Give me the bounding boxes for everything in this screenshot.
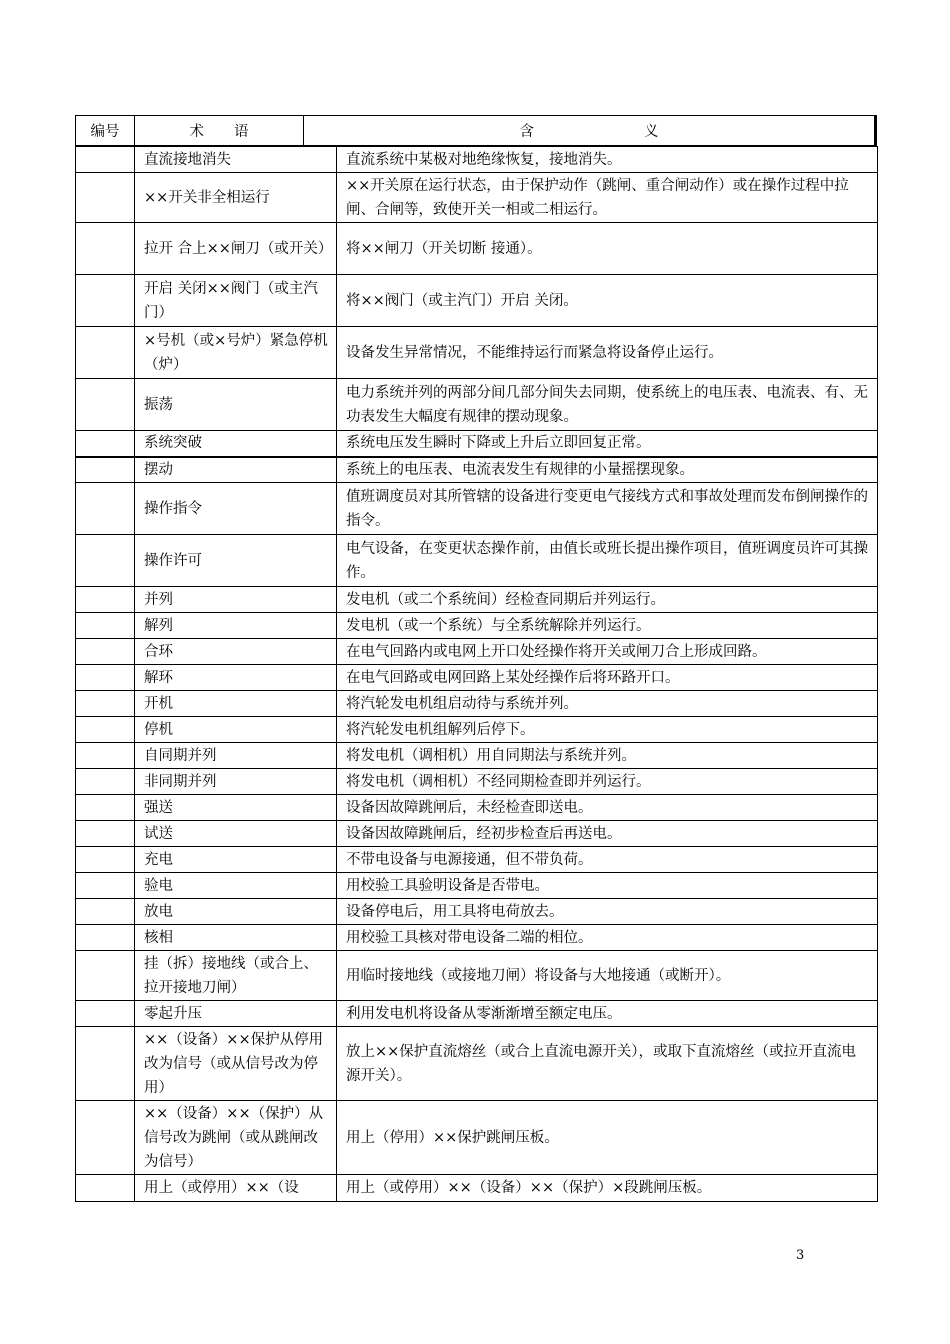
cell-term: ××（设备）××保护从停用改为信号（或从信号改为停用） <box>135 1027 337 1101</box>
cell-meaning: 在电气回路或电网回路上某处经操作后将环路开口。 <box>337 665 878 691</box>
cell-number <box>76 535 135 587</box>
cell-term: 非同期并列 <box>135 769 337 795</box>
cell-number <box>76 873 135 899</box>
cell-meaning: 电力系统并列的两部分间几部分间失去同期，使系统上的电压表、电流表、有、无功表发生大幅度有规律的摆动现象。 <box>337 379 878 431</box>
cell-term: 挂（拆）接地线（或合上、拉开接地刀闸） <box>135 951 337 1001</box>
table-row <box>76 1175 878 1202</box>
table-row <box>76 327 878 379</box>
cell-term: 解环 <box>135 665 337 691</box>
table-row <box>76 457 878 483</box>
table-row <box>76 379 878 431</box>
header-meaning: 含 义 <box>304 116 876 146</box>
cell-number <box>76 717 135 743</box>
cell-number <box>76 173 135 223</box>
table-row <box>76 899 878 925</box>
cell-term: 开机 <box>135 691 337 717</box>
cell-meaning: 直流系统中某极对地绝缘恢复，接地消失。 <box>337 147 878 173</box>
table-row <box>76 535 878 587</box>
cell-number <box>76 147 135 173</box>
cell-number <box>76 1175 135 1202</box>
table-row <box>76 821 878 847</box>
table-row <box>76 925 878 951</box>
cell-number <box>76 743 135 769</box>
cell-meaning: 系统上的电压表、电流表发生有规律的小量摇摆现象。 <box>337 457 878 483</box>
cell-meaning: 将汽轮发电机组解列后停下。 <box>337 717 878 743</box>
terms-table-body <box>76 147 878 1202</box>
table-row <box>76 847 878 873</box>
cell-meaning: 发电机（或二个系统间）经检查同期后并列运行。 <box>337 587 878 613</box>
cell-meaning: 设备停电后，用工具将电荷放去。 <box>337 899 878 925</box>
cell-meaning: 系统电压发生瞬时下降或上升后立即回复正常。 <box>337 431 878 457</box>
cell-meaning: 在电气回路内或电网上开口处经操作将开关或闸刀合上形成回路。 <box>337 639 878 665</box>
cell-term: ×号机（或×号炉）紧急停机（炉） <box>135 327 337 379</box>
cell-term: 零起升压 <box>135 1001 337 1027</box>
terms-table <box>75 146 878 1202</box>
cell-term: 系统突破 <box>135 431 337 457</box>
cell-term: 核相 <box>135 925 337 951</box>
cell-number <box>76 1001 135 1027</box>
page-number: 3 <box>796 1248 805 1263</box>
cell-number <box>76 795 135 821</box>
table-row <box>76 691 878 717</box>
cell-meaning: 将××闸刀（开关切断 接通）。 <box>337 223 878 275</box>
cell-term: 直流接地消失 <box>135 147 337 173</box>
cell-term: 摆动 <box>135 457 337 483</box>
cell-term: 振荡 <box>135 379 337 431</box>
cell-term: 试送 <box>135 821 337 847</box>
table-row <box>76 223 878 275</box>
cell-number <box>76 275 135 327</box>
table-row <box>76 717 878 743</box>
cell-term: 充电 <box>135 847 337 873</box>
table-row <box>76 1001 878 1027</box>
table-row <box>76 613 878 639</box>
cell-meaning: 将汽轮发电机组启动待与系统并列。 <box>337 691 878 717</box>
table-row <box>76 275 878 327</box>
cell-meaning: ××开关原在运行状态，由于保护动作（跳闸、重合闸动作）或在操作过程中拉闸、合闸等，致使开关一相或二相运行。 <box>337 173 878 223</box>
cell-meaning: 用上（停用）××保护跳闸压板。 <box>337 1101 878 1175</box>
cell-term: 自同期并列 <box>135 743 337 769</box>
cell-meaning: 不带电设备与电源接通，但不带负荷。 <box>337 847 878 873</box>
table-row <box>76 587 878 613</box>
cell-term: 并列 <box>135 587 337 613</box>
cell-meaning: 利用发电机将设备从零渐渐增至额定电压。 <box>337 1001 878 1027</box>
cell-number <box>76 379 135 431</box>
cell-number <box>76 899 135 925</box>
table-row <box>76 483 878 535</box>
cell-term: 合环 <box>135 639 337 665</box>
cell-number <box>76 951 135 1001</box>
cell-meaning: 设备因故障跳闸后，经初步检查后再送电。 <box>337 821 878 847</box>
cell-number <box>76 1027 135 1101</box>
cell-meaning: 设备发生异常情况，不能维持运行而紧急将设备停止运行。 <box>337 327 878 379</box>
table-row <box>76 1101 878 1175</box>
cell-meaning: 发电机（或一个系统）与全系统解除并列运行。 <box>337 613 878 639</box>
table-row <box>76 795 878 821</box>
cell-term: 用上（或停用）××（设 <box>135 1175 337 1202</box>
table-row <box>76 147 878 173</box>
table-row <box>76 769 878 795</box>
table-header <box>75 115 877 146</box>
cell-term: 解列 <box>135 613 337 639</box>
table-row <box>76 743 878 769</box>
cell-term: 操作许可 <box>135 535 337 587</box>
table-row <box>76 639 878 665</box>
cell-term: 开启 关闭××阀门（或主汽门） <box>135 275 337 327</box>
cell-number <box>76 613 135 639</box>
cell-meaning: 值班调度员对其所管辖的设备进行变更电气接线方式和事故处理而发布倒闸操作的指令。 <box>337 483 878 535</box>
cell-term: 放电 <box>135 899 337 925</box>
cell-number <box>76 665 135 691</box>
cell-number <box>76 457 135 483</box>
cell-term: ××开关非全相运行 <box>135 173 337 223</box>
cell-term: 操作指令 <box>135 483 337 535</box>
cell-number <box>76 847 135 873</box>
table-row <box>76 431 878 457</box>
cell-number <box>76 223 135 275</box>
cell-number <box>76 431 135 457</box>
table-row <box>76 951 878 1001</box>
cell-term: 拉开 合上××闸刀（或开关） <box>135 223 337 275</box>
cell-meaning: 放上××保护直流熔丝（或合上直流电源开关），或取下直流熔丝（或拉开直流电源开关）。 <box>337 1027 878 1101</box>
cell-number <box>76 1101 135 1175</box>
cell-meaning: 用上（或停用）××（设备）××（保护）×段跳闸压板。 <box>337 1175 878 1202</box>
cell-term: 验电 <box>135 873 337 899</box>
cell-number <box>76 925 135 951</box>
table-row <box>76 873 878 899</box>
cell-meaning: 将发电机（调相机）用自同期法与系统并列。 <box>337 743 878 769</box>
cell-meaning: 用校验工具核对带电设备二端的相位。 <box>337 925 878 951</box>
table-row <box>76 1027 878 1101</box>
table-row <box>76 173 878 223</box>
cell-number <box>76 483 135 535</box>
cell-meaning: 将发电机（调相机）不经同期检查即并列运行。 <box>337 769 878 795</box>
cell-number <box>76 691 135 717</box>
cell-number <box>76 769 135 795</box>
cell-meaning: 设备因故障跳闸后，未经检查即送电。 <box>337 795 878 821</box>
cell-term: ××（设备）××（保护）从信号改为跳闸（或从跳闸改为信号） <box>135 1101 337 1175</box>
cell-meaning: 用校验工具验明设备是否带电。 <box>337 873 878 899</box>
cell-meaning: 电气设备，在变更状态操作前，由值长或班长提出操作项目，值班调度员许可其操作。 <box>337 535 878 587</box>
table-row <box>76 665 878 691</box>
cell-number <box>76 821 135 847</box>
cell-meaning: 用临时接地线（或接地刀闸）将设备与大地接通（或断开）。 <box>337 951 878 1001</box>
header-term: 术 语 <box>135 116 304 146</box>
cell-term: 停机 <box>135 717 337 743</box>
cell-number <box>76 587 135 613</box>
cell-term: 强送 <box>135 795 337 821</box>
cell-meaning: 将××阀门（或主汽门）开启 关闭。 <box>337 275 878 327</box>
cell-number <box>76 639 135 665</box>
cell-number <box>76 327 135 379</box>
header-number: 编号 <box>76 116 135 146</box>
